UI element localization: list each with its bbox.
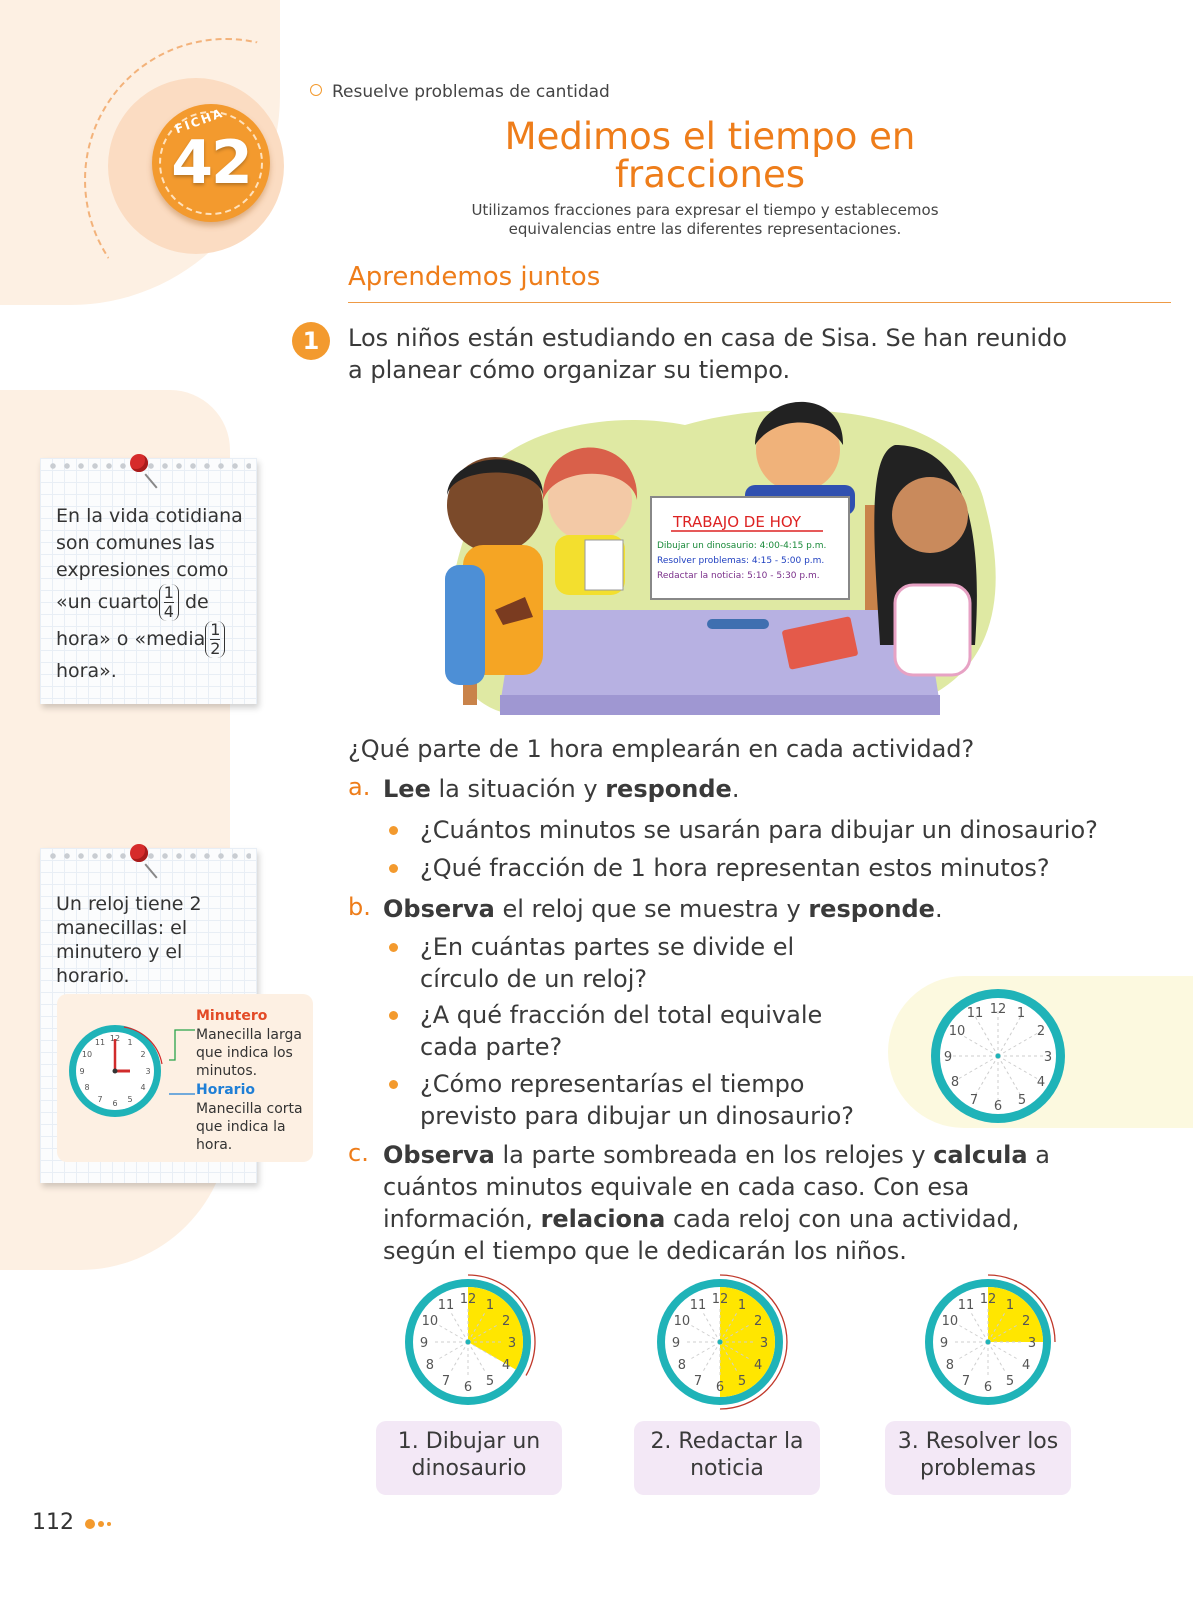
item-b-bullet-3: ¿Cómo representarías el tiempo previsto para dibujar un dinosaurio? xyxy=(420,1070,855,1130)
clock-number: 4 xyxy=(1021,1358,1031,1373)
item-b-text: Observa el reloj que se muestra y responde. xyxy=(383,895,943,923)
pushpin-icon xyxy=(130,844,148,862)
item-a-text: Lee la situación y responde. xyxy=(383,775,740,803)
svg-text:11: 11 xyxy=(966,1006,984,1021)
svg-text:3: 3 xyxy=(1043,1050,1053,1065)
clock-number: 2 xyxy=(501,1314,511,1329)
page-title: Medimos el tiempo en fracciones xyxy=(504,115,916,196)
svg-text:9: 9 xyxy=(79,1067,85,1076)
clock-number: 3 xyxy=(507,1336,517,1351)
clock-number: 7 xyxy=(693,1374,703,1390)
tip-note-1-text: En la vida cotidiana son comunes las expresiones como «un cuarto $\frac{1}{4}$ de hora» o «media $\frac{1}{2}$ hora». xyxy=(56,505,243,682)
activity-card-resolver[interactable]: 3. Resolver los problemas xyxy=(885,1421,1071,1495)
clock-number: 5 xyxy=(737,1374,747,1390)
horario-label: Horario xyxy=(196,1082,256,1098)
svg-text:7: 7 xyxy=(969,1093,979,1108)
svg-text:10: 10 xyxy=(948,1024,966,1039)
clock-number: 12 xyxy=(979,1292,997,1307)
item-a-letter: a. xyxy=(348,773,371,801)
svg-text:2: 2 xyxy=(140,1050,146,1059)
svg-text:8: 8 xyxy=(950,1075,960,1090)
item-b-bullet-1: ¿En cuántas partes se divide el círculo de un reloj? xyxy=(420,933,795,993)
bullet-icon xyxy=(389,826,398,835)
minutero-description: Manecilla larga que indica los minutos. xyxy=(196,1027,302,1079)
clock-number: 3 xyxy=(759,1336,769,1351)
minutero-label: Minutero xyxy=(196,1008,268,1024)
clock-number: 10 xyxy=(673,1314,691,1329)
bullet-icon xyxy=(389,1080,398,1089)
clock-number: 7 xyxy=(441,1374,451,1390)
clock-number: 8 xyxy=(677,1358,687,1373)
legend-clock xyxy=(61,1018,173,1122)
clock-number: 2 xyxy=(1021,1314,1031,1329)
section-title: Aprendemos juntos xyxy=(348,262,601,292)
clock-number: 5 xyxy=(1005,1374,1015,1390)
svg-text:11: 11 xyxy=(94,1038,106,1047)
svg-text:4: 4 xyxy=(140,1083,146,1092)
clock-number: 7 xyxy=(961,1374,971,1390)
activity-card-redactar[interactable]: 2. Redactar la noticia xyxy=(634,1421,820,1495)
svg-text:9: 9 xyxy=(943,1050,953,1065)
svg-text:1: 1 xyxy=(1016,1006,1026,1021)
clock-number: 2 xyxy=(753,1314,763,1329)
svg-text:3: 3 xyxy=(145,1067,151,1076)
svg-text:1: 1 xyxy=(127,1038,133,1047)
clock-number: 9 xyxy=(419,1336,429,1351)
page-number: 112 xyxy=(32,1510,74,1535)
clock-number: 9 xyxy=(939,1336,949,1351)
board-line-2: Resolver problemas: 4:15 - 5:00 p.m. xyxy=(657,556,825,566)
clock-number: 10 xyxy=(421,1314,439,1329)
clock-number: 6 xyxy=(715,1380,725,1395)
fraction-one-quarter: $\frac{1}{4}$ xyxy=(159,584,179,621)
svg-text:5: 5 xyxy=(1017,1093,1027,1108)
activity-number: 1 xyxy=(292,322,330,360)
svg-text:6: 6 xyxy=(112,1099,118,1108)
pushpin-icon xyxy=(130,454,148,472)
tip-note-1 xyxy=(40,458,257,704)
svg-text:4: 4 xyxy=(1036,1075,1046,1090)
clock-number: 10 xyxy=(941,1314,959,1329)
clock-number: 6 xyxy=(983,1380,993,1395)
board-line-3: Redactar la noticia: 5:10 - 5:30 p.m. xyxy=(657,571,820,581)
clock-number: 3 xyxy=(1027,1336,1037,1351)
shaded-clock-1 xyxy=(398,1272,538,1412)
legend-connectors xyxy=(167,1022,197,1102)
board-title: TRABAJO DE HOY xyxy=(673,513,802,531)
clock-number: 6 xyxy=(463,1380,473,1395)
clock-legend xyxy=(57,994,313,1162)
svg-text:7: 7 xyxy=(97,1095,103,1104)
bullet-icon xyxy=(389,943,398,952)
activity-intro: Los niños están estudiando en casa de Sisa. Se han reunido a planear cómo organizar su tiempo. xyxy=(348,324,1068,384)
page-subtitle: Utilizamos fracciones para expresar el tiempo y establecemos equivalencias entre las diferentes representaciones. xyxy=(471,201,939,238)
clock-number: 11 xyxy=(437,1297,455,1313)
shaded-clock-3 xyxy=(918,1272,1058,1412)
svg-text:10: 10 xyxy=(81,1050,93,1059)
clock-number: 9 xyxy=(671,1336,681,1351)
item-b-bullet-2: ¿A qué fracción del total equivale cada parte? xyxy=(420,1001,823,1061)
clock-number: 11 xyxy=(957,1297,975,1313)
clock-number: 1 xyxy=(1005,1297,1015,1313)
bullet-icon xyxy=(389,864,398,873)
tip-note-2-text: Un reloj tiene 2 manecillas: el minutero y el horario. xyxy=(56,893,202,987)
clock-number: 8 xyxy=(425,1358,435,1373)
fraction-one-half: $\frac{1}{2}$ xyxy=(205,621,225,658)
children-illustration xyxy=(425,385,1005,730)
clock-number: 4 xyxy=(753,1358,763,1373)
page-dots-icon xyxy=(84,1518,114,1530)
section-divider xyxy=(348,302,1171,303)
ficha-label: FICHA xyxy=(173,105,226,137)
clock-number: 1 xyxy=(737,1297,747,1313)
board-line-1: Dibujar un dinosaurio: 4:00-4:15 p.m. xyxy=(657,541,827,551)
item-c-text: Observa la parte sombreada en los relojes y calcula a cuántos minutos equivale en cada caso. Con esa información, relaciona cada reloj con una actividad, según el tiempo que le dedicarán los niños. xyxy=(383,1141,1050,1265)
bullet-icon xyxy=(389,1011,398,1020)
competence-line xyxy=(310,82,610,102)
svg-text:8: 8 xyxy=(84,1083,90,1092)
clock-number: 12 xyxy=(459,1292,477,1307)
clock-number: 12 xyxy=(711,1292,729,1307)
activity-card-dibujar[interactable]: 1. Dibujar un dinosaurio xyxy=(376,1421,562,1495)
item-a-bullet-1: ¿Cuántos minutos se usarán para dibujar un dinosaurio? xyxy=(420,816,1098,844)
item-c-letter: c. xyxy=(348,1139,369,1167)
circle-icon xyxy=(310,84,322,96)
item-a-bullet-2: ¿Qué fracción de 1 hora representan estos minutos? xyxy=(420,854,1050,882)
horario-description: Manecilla corta que indica la hora. xyxy=(196,1101,303,1153)
clock-number: 8 xyxy=(945,1358,955,1373)
main-question: ¿Qué parte de 1 hora emplearán en cada actividad? xyxy=(348,735,975,763)
clock-number: 11 xyxy=(689,1297,707,1313)
svg-text:12: 12 xyxy=(109,1034,121,1043)
competence-text: Resuelve problemas de cantidad xyxy=(332,82,610,102)
svg-text:5: 5 xyxy=(127,1095,133,1104)
clock-number: 4 xyxy=(501,1358,511,1373)
ficha-badge xyxy=(152,104,270,222)
item-b-letter: b. xyxy=(348,893,371,921)
reference-clock xyxy=(928,986,1068,1126)
clock-number: 1 xyxy=(485,1297,495,1313)
svg-text:6: 6 xyxy=(993,1099,1003,1114)
shaded-clock-2 xyxy=(650,1272,790,1412)
svg-text:12: 12 xyxy=(989,1002,1007,1017)
svg-text:2: 2 xyxy=(1036,1024,1046,1039)
ficha-number: 42 xyxy=(171,128,251,198)
clock-number: 5 xyxy=(485,1374,495,1390)
